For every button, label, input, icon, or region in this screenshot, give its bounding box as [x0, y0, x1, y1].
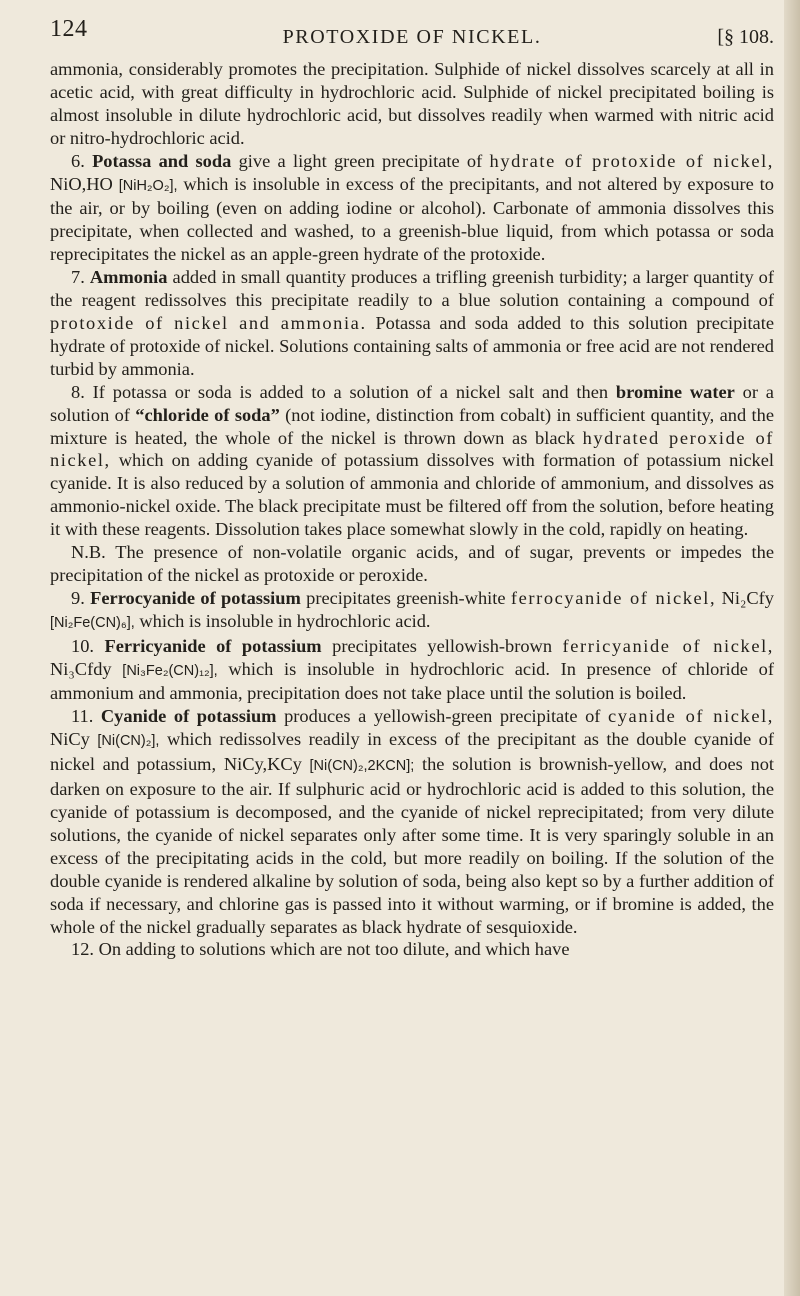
- page-number: 124: [50, 16, 88, 42]
- reagent-name: Cyanide of potassium: [100, 706, 277, 727]
- paragraph-text: If potassa or soda is added to a solution of a nickel salt and then: [92, 381, 609, 402]
- paragraph-text: which on adding cyanide of potassium dissolves with formation of potassium nickel cyanide. It is also reduced by a solution of ammonia and chloride of ammonium, and dissolves as ammonio-nickel oxide. The black precipitate must be filtered off from the solution, before heating it with these reagents. Dissolution takes place somewhat slowly in the cold, rapidly on heating.: [50, 450, 775, 540]
- paragraph-text: precipitates greenish-white: [306, 587, 506, 608]
- formula-modern: [Ni(CN)₂,2KCN];: [309, 758, 415, 775]
- compound-name: ferrocyanide of nickel,: [510, 587, 717, 608]
- paragraph-text: N.B. The presence of non-volatile organic acids, and of sugar, prevents or impedes the precipitation of the nickel as protoxide or peroxide.: [50, 542, 774, 585]
- paragraph-text: or a solution of: [50, 381, 774, 425]
- formula-old: Ni₃Cfdy: [50, 658, 112, 679]
- paragraph-12: [50, 938, 774, 961]
- paragraph-6: [50, 150, 774, 267]
- paragraph-text: which is insoluble in hydrochloric acid. In presence of chloride of ammonium and ammonia, precipitation does not take place until the solution is boiled.: [50, 658, 774, 704]
- paragraph-number: 9.: [71, 587, 85, 608]
- formula-modern: [NiH₂O₂],: [118, 177, 178, 194]
- page-edge: [784, 0, 800, 1296]
- paragraph-11: [50, 705, 774, 938]
- formula-old: NiCy: [50, 729, 90, 750]
- formula-modern: [Ni(CN)₂],: [97, 733, 160, 750]
- paragraph-text: which is insoluble in hydrochloric acid.: [139, 610, 431, 631]
- paragraph-10: [50, 635, 774, 706]
- paragraph-7: [50, 266, 774, 381]
- paragraph-text: which is insoluble in excess of the precipitants, and not altered by exposure to the air, or by boiling (even on adding iodine or alcohol). Carbonate of ammonia dissolves this precipitate, when collected and washed, to a greenish-blue liquid, from which potassa or soda reprecipitates the nickel as an apple-green hydrate of the protoxide.: [50, 173, 774, 265]
- paragraph-note: [50, 541, 774, 587]
- paragraph-text: precipitates yellowish-brown: [332, 635, 553, 656]
- running-header: [50, 0, 774, 58]
- compound-name: hydrate of protoxide of nickel,: [489, 150, 775, 171]
- running-title: PROTOXIDE OF NICKEL.: [282, 26, 542, 48]
- compound-name: ferricyanide of nickel,: [562, 635, 774, 656]
- paragraph-text: the solution is brownish-yellow, and does not darken on exposure to the air. If sulphuric acid or hydrochloric acid is added to this solution, the cyanide of potassium is decomposed, and the cyanide of nickel reprecipitated; from very dilute solutions, the cyanide of nickel separates only after some time. It is very sparingly soluble in an excess of the precipitating acids in the cold, but more readily on boiling. If the solution of the double cyanide is rendered alkaline by solution of soda, being also kept so by a further addition of soda if necessary, and chlorine gas is passed into it without warming, or if bromine is added, the whole of the nickel gradually separates as black hydrate of sesquioxide.: [50, 754, 775, 937]
- book-page: [50, 0, 774, 1296]
- paragraph-number: 6.: [71, 150, 85, 171]
- reagent-name: Ferricyanide of potassium: [104, 635, 322, 656]
- compound-name: cyanide of nickel,: [608, 706, 775, 727]
- paragraph-text: produces a yellowish-green precipitate of: [284, 706, 601, 727]
- compound-name: hydrated peroxide of nickel,: [50, 427, 774, 471]
- paragraph-text: Potassa and soda added to this solution precipitate hydrate of protoxide of nickel. Solutions containing salts of ammonia or free acid are not rendered turbid by ammonia.: [50, 312, 774, 379]
- paragraph-9: [50, 587, 774, 635]
- formula-modern: [Ni₂Fe(CN)₆],: [50, 614, 135, 631]
- section-reference: [§ 108.: [717, 26, 774, 48]
- compound-name: protoxide of nickel and ammonia.: [50, 312, 367, 333]
- formula-modern: [Ni₃Fe₂(CN)₁₂],: [122, 662, 218, 679]
- reagent-name: Ammonia: [89, 267, 168, 288]
- body-text: [50, 58, 774, 961]
- formula-old: Ni₂Cfy: [721, 587, 774, 608]
- reagent-name: “chloride of soda”: [135, 404, 280, 425]
- paragraph-text: ammonia, considerably promotes the precipitation. Sulphide of nickel dissolves scarcely at all in acetic acid, with great difficulty in hydrochloric acid. Sulphide of nickel precipitated boiling is almost insoluble in dilute hydrochloric acid, but dissolves readily when warmed with nitric acid or nitro-hydrochloric acid.: [50, 59, 774, 148]
- paragraph-continued: [50, 58, 774, 150]
- paragraph-number: 8.: [71, 381, 85, 402]
- paragraph-text: On adding to solutions which are not too dilute, and which have: [98, 939, 570, 960]
- paragraph-text: added in small quantity produces a trifling greenish turbidity; a larger quantity of the reagent redissolves this precipitate readily to a blue solution containing a compound of: [50, 267, 774, 311]
- paragraph-text: which redissolves readily in excess of the precipitant as the double cyanide of nickel and potassium,: [50, 729, 774, 775]
- reagent-name: bromine water: [615, 381, 735, 402]
- paragraph-text: (not iodine, distinction from cobalt) in sufficient quantity, and the mixture is heated, the whole of the nickel is thrown down as black: [50, 404, 774, 448]
- reagent-name: Potassa and soda: [92, 150, 232, 171]
- formula-old: NiO,HO: [50, 173, 113, 194]
- paragraph-text: give a light green precipitate of: [238, 150, 483, 171]
- formula-old: NiCy,KCy: [223, 754, 302, 775]
- paragraph-number: 7.: [71, 267, 85, 288]
- paragraph-number: 12.: [71, 939, 94, 960]
- paragraph-number: 11.: [71, 706, 94, 727]
- reagent-name: Ferrocyanide of potassium: [90, 587, 301, 608]
- paragraph-8: [50, 381, 774, 541]
- paragraph-number: 10.: [71, 635, 94, 656]
